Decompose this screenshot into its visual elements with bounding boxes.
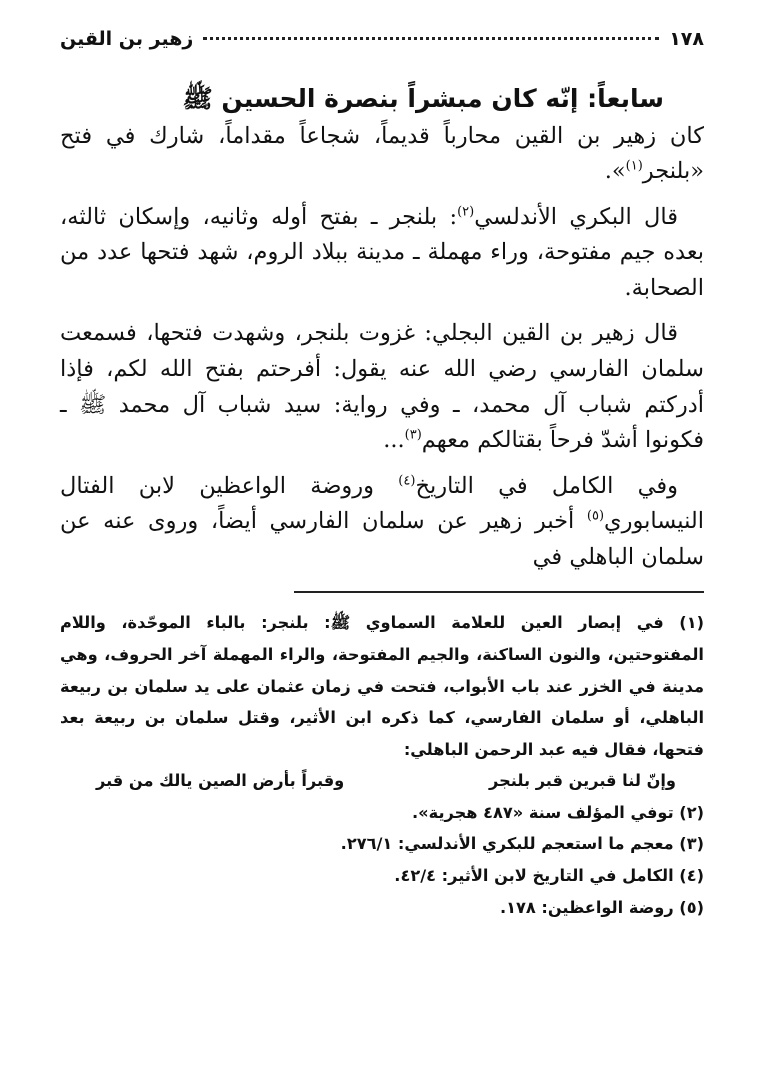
paragraph-1-tail: ».: [604, 158, 626, 185]
paragraph-2-tail: : بلنجر ـ بفتح أوله وثانيه، وإسكان ثالثه، بعده جيم مفتوحة، وراء مهملة ـ مدينة ببلاد الروم، شهد فتحها عدد من الصحابة.: [60, 203, 704, 301]
paragraph-2: [60, 200, 704, 307]
header-dot-leader: [203, 37, 659, 40]
paragraph-4-middle: وروضة الواعظين لابن الفتال النيسابوري: [60, 472, 704, 535]
poem-second-hemistich: وقبراً بأرض الصين يالك من قبر: [96, 771, 345, 791]
paragraph-3-text: قال زهير بن القين البجلي: غزوت بلنجر، وشهدت فتحها، فسمعت سلمان الفارسي رضي الله عنه يقول: أفرحتم بفتح الله لكم، فإذا أدركتم شباب آل محمد، ـ وفي رواية: سيد شباب آل محمد ﷺ ـ فكونوا أشدّ فرحاً بقتالكم معهم: [60, 320, 704, 454]
running-header: [60, 28, 704, 62]
section-heading: سابعاً: إنّه كان مبشراً بنصرة الحسين ﷺ: [182, 84, 664, 113]
footnote-3: (٣) معجم ما استعجم للبكري الأندلسي: ٢٧٦/١.: [340, 834, 704, 854]
footnote-4: (٤) الكامل في التاريخ لابن الأثير: ٤٢/٤.: [394, 866, 704, 886]
poem-verse: [96, 765, 676, 797]
paragraph-4-text: وفي الكامل في التاريخ: [415, 472, 678, 499]
book-page: [60, 28, 704, 1065]
footnote-ref-3[interactable]: (٣): [404, 427, 422, 443]
paragraph-1: [60, 119, 704, 190]
paragraph-4-tail: أخبر زهير عن سلمان الفارسي أيضاً، وروى عنه عن سلمان الباهلي في: [60, 508, 704, 570]
paragraph-1-text: كان زهير بن القين محارباً قديماً، شجاعاً مقداماً، شارك في فتح «بلنجر: [60, 122, 704, 185]
paragraph-3-tail: ...: [383, 427, 405, 454]
page-number: ١٧٨: [669, 28, 704, 50]
footnote-2: (٢) توفي المؤلف سنة «٤٨٧ هجرية».: [412, 802, 704, 822]
paragraph-2-text: قال البكري الأندلسي: [474, 203, 679, 230]
footnote-ref-1[interactable]: (١): [625, 158, 643, 174]
footnote-ref-4[interactable]: (٤): [398, 473, 416, 489]
footnote-separator: [294, 591, 704, 593]
footnote-ref-5[interactable]: (٥): [586, 508, 605, 524]
paragraph-4: [60, 469, 704, 576]
poem-first-hemistich: وإنّ لنا قبرين قبر بلنجر: [489, 771, 676, 791]
footnotes: [60, 607, 704, 923]
running-title: زهير بن القين: [60, 28, 194, 50]
footnote-5: (٥) روضة الواعظين: ١٧٨.: [499, 897, 704, 917]
paragraph-3: [60, 316, 704, 458]
footnote-ref-2[interactable]: (٢): [457, 204, 475, 220]
footnote-1: (١) في إبصار العين للعلامة السماوي ﷺ: بلنجر: بالباء الموحّدة، واللام المفتوحتين، والنون الساكنة، والجيم المفتوحة، والراء المهملة آخر الحروف، وهي مدينة في الخزر عند باب الأبواب، فتحت في زمان عثمان على يد سلمان بن ربيعة الباهلي، أو سلمان الفارسي، كما ذكره ابن الأثير، وقتل سلمان بن ربيعة بعد فتحها، فقال فيه عبد الرحمن الباهلي:: [60, 613, 704, 759]
